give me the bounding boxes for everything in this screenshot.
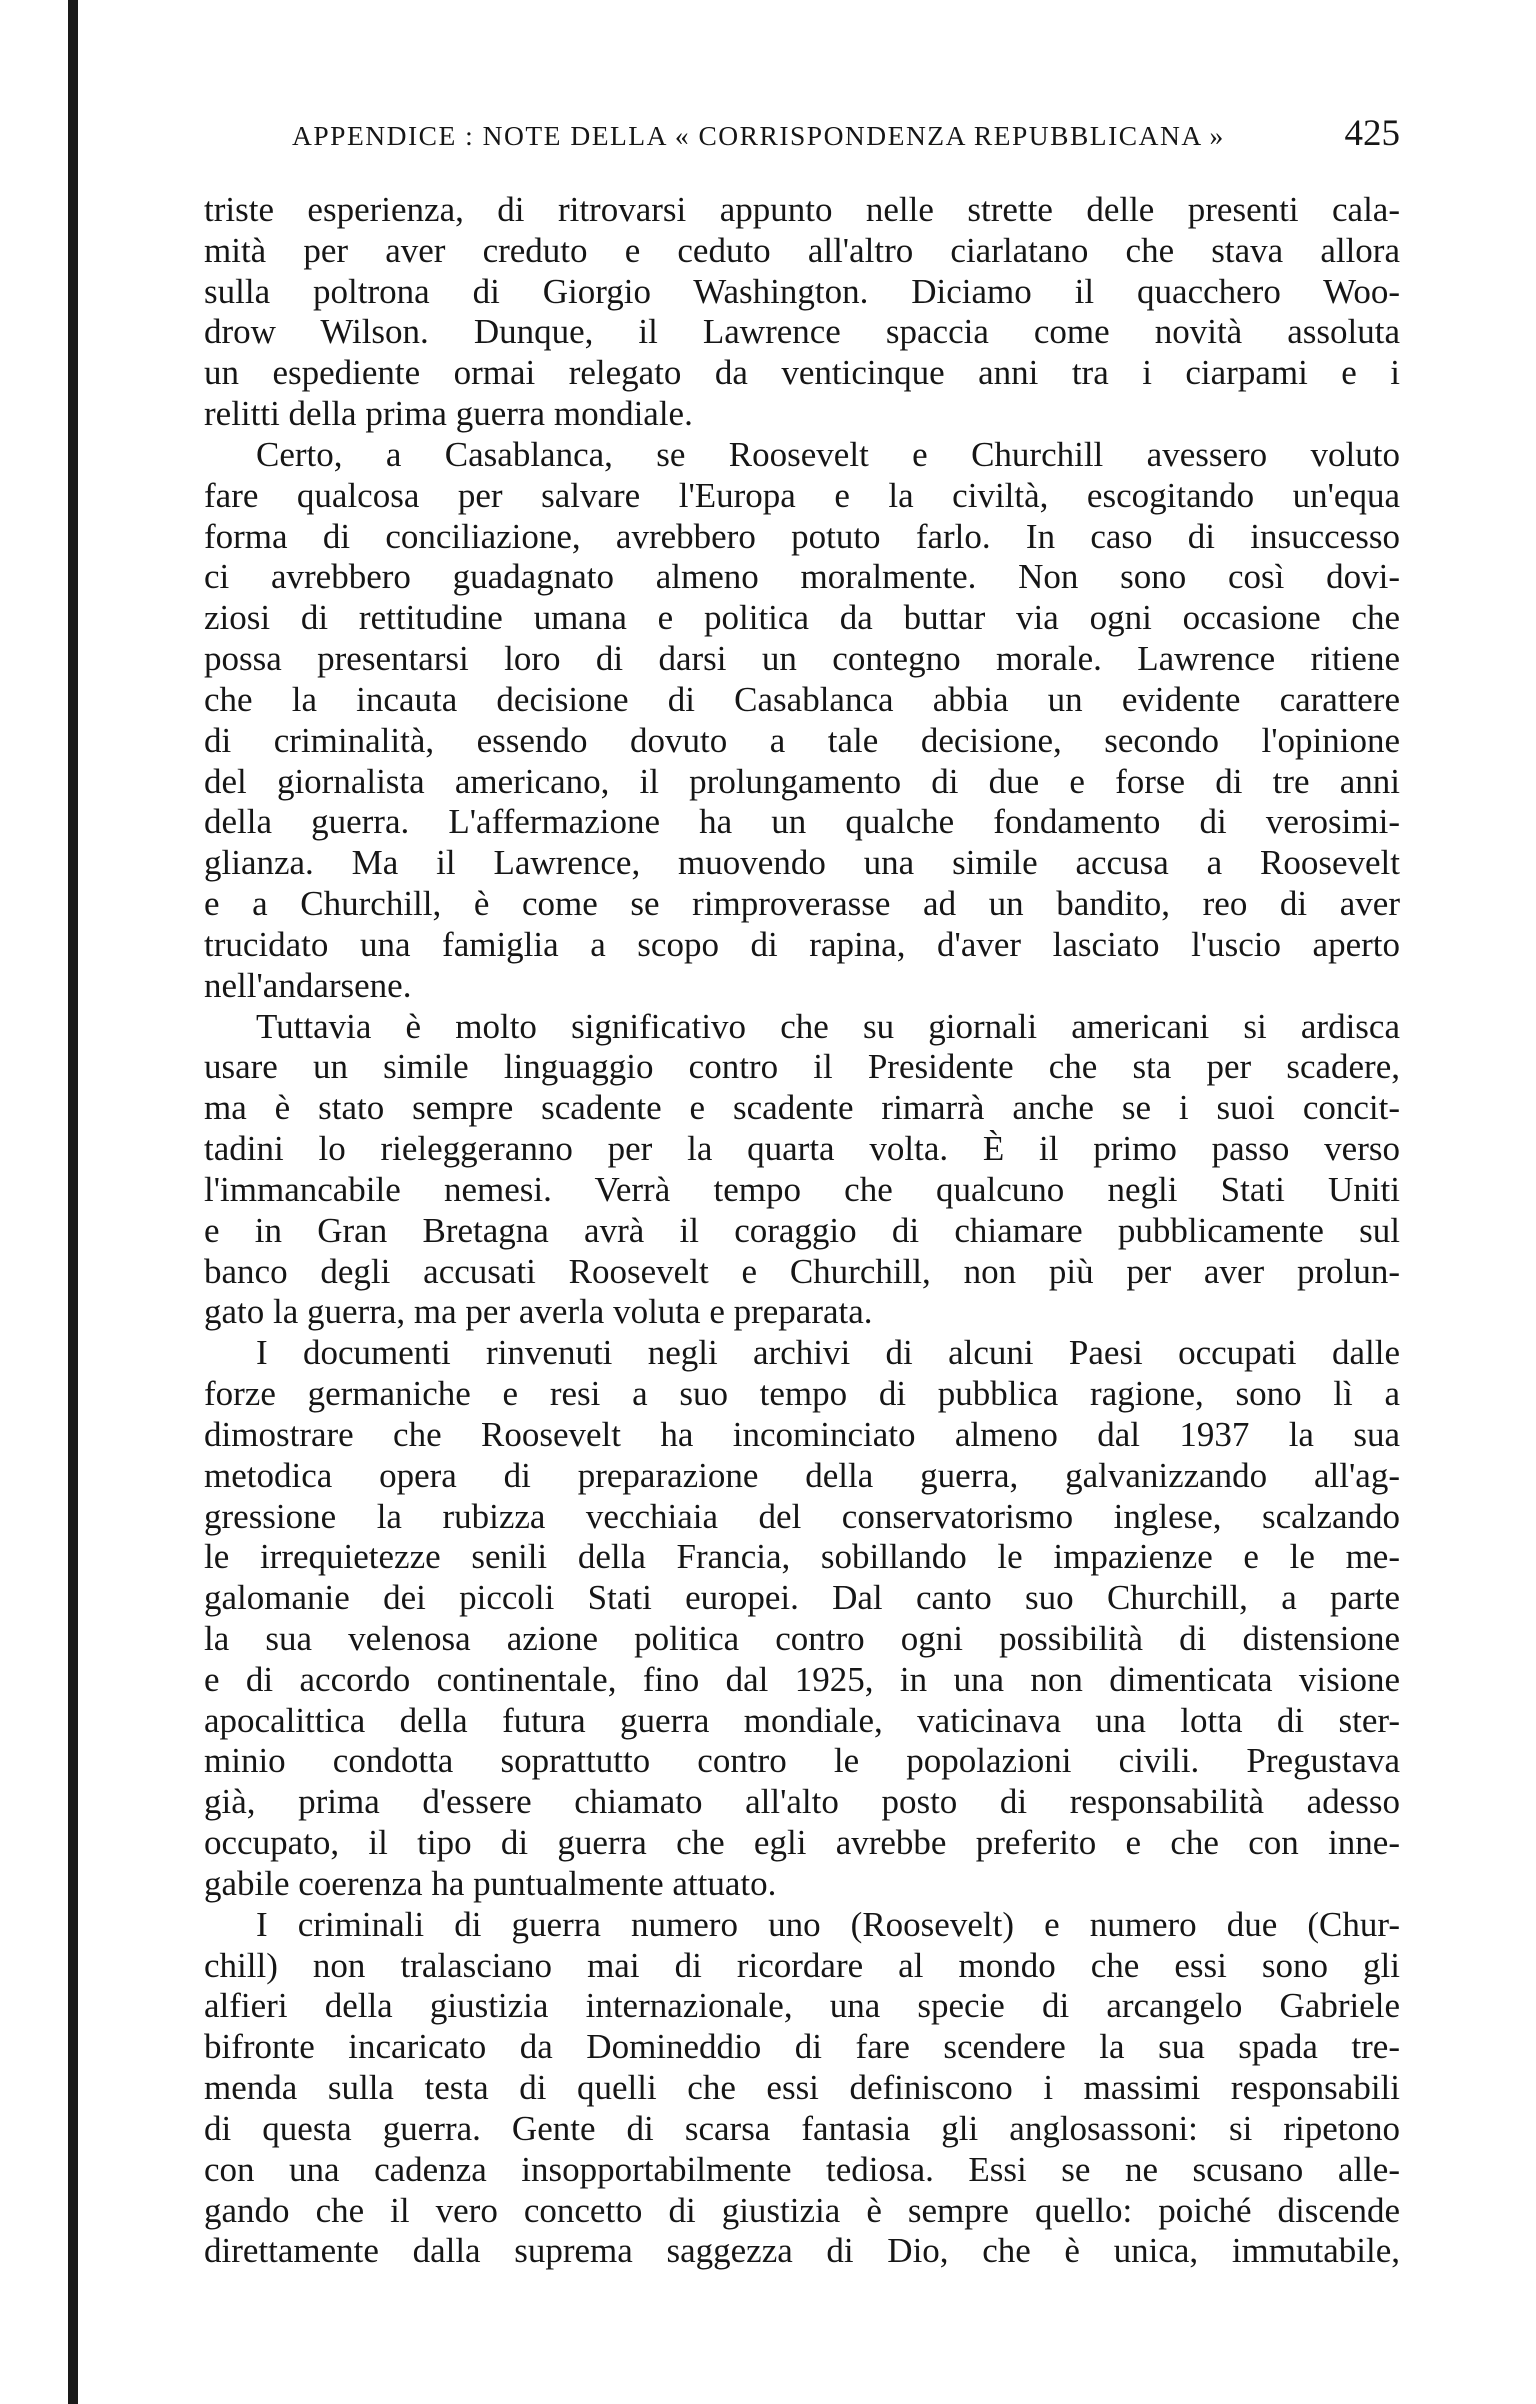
text-line: dimostrare che Roosevelt ha incominciato almeno dal 1937 la sua (204, 1414, 1400, 1454)
text-line: ma è stato sempre scadente e scadente rimarrà anche se i suoi concit- (204, 1088, 1400, 1128)
text-line: un espediente ormai relegato da venticinque anni tra i ciarpami e i (204, 353, 1400, 393)
text-line: trucidato una famiglia a scopo di rapina, d'aver lasciato l'uscio aperto (204, 924, 1400, 964)
text-line: con una cadenza insopportabilmente tediosa. Essi se ne scusano alle- (204, 2149, 1400, 2189)
text-line: direttamente dalla suprema saggezza di Dio, che è unica, immutabile, (204, 2231, 1400, 2271)
text-line: triste esperienza, di ritrovarsi appunto nelle strette delle presenti cala- (204, 190, 1400, 229)
text-line: ziosi di rettitudine umana e politica da buttar via ogni occasione che (204, 598, 1400, 638)
text-line: galomanie dei piccoli Stati europei. Dal canto suo Churchill, a parte (204, 1578, 1400, 1618)
text-line: bifronte incaricato da Domineddio di fare scendere la sua spada tre- (204, 2027, 1400, 2067)
text-line: e a Churchill, è come se rimproverasse ad un bandito, reo di aver (204, 884, 1400, 924)
text-line: Tuttavia è molto significativo che su giornali americani si ardisca (256, 1006, 1400, 1046)
text-line: nell'andarsene. (204, 965, 412, 1005)
text-line: metodica opera di preparazione della guerra, galvanizzando all'ag- (204, 1455, 1400, 1495)
text-line: I documenti rinvenuti negli archivi di alcuni Paesi occupati dalle (256, 1333, 1400, 1373)
text-line: di criminalità, essendo dovuto a tale decisione, secondo l'opinione (204, 720, 1400, 760)
text-line: del giornalista americano, il prolungamento di due e forse di tre anni (204, 761, 1400, 801)
text-line: possa presentarsi loro di darsi un contegno morale. Lawrence ritiene (204, 639, 1400, 679)
text-line: l'immancabile nemesi. Verrà tempo che qualcuno negli Stati Uniti (204, 1169, 1400, 1209)
text-line: relitti della prima guerra mondiale. (204, 394, 693, 434)
page-number: 425 (1344, 113, 1400, 154)
text-line: occupato, il tipo di guerra che egli avrebbe preferito e che con inne- (204, 1823, 1400, 1863)
text-line: sulla poltrona di Giorgio Washington. Diciamo il quacchero Woo- (204, 271, 1400, 311)
text-line: gando che il vero concetto di giustizia è sempre quello: poiché discende (204, 2190, 1400, 2230)
text-line: le irrequietezze senili della Francia, sobillando le impazienze e le me- (204, 1537, 1400, 1577)
page-binding-edge (68, 0, 78, 2404)
text-line: banco degli accusati Roosevelt e Churchill, non più per aver prolun- (204, 1251, 1400, 1291)
text-line: tadini lo rieleggeranno per la quarta volta. È il primo passo verso (204, 1129, 1400, 1169)
text-line: e in Gran Bretagna avrà il coraggio di chiamare pubblicamente sul (204, 1210, 1400, 1250)
text-line: che la incauta decisione di Casablanca abbia un evidente carattere (204, 679, 1400, 719)
running-head: APPENDICE : NOTE DELLA « CORRISPONDENZA REPUBBLICANA » (292, 120, 1225, 151)
text-line: già, prima d'essere chiamato all'alto posto di responsabilità adesso (204, 1782, 1400, 1822)
text-line: gabile coerenza ha puntualmente attuato. (204, 1863, 777, 1903)
text-line: menda sulla testa di quelli che essi definiscono i massimi responsabili (204, 2068, 1400, 2108)
text-line: alfieri della giustizia internazionale, una specie di arcangelo Gabriele (204, 1986, 1400, 2026)
text-line: mità per aver creduto e ceduto all'altro ciarlatano che stava allora (204, 230, 1400, 270)
text-line: glianza. Ma il Lawrence, muovendo una simile accusa a Roosevelt (204, 843, 1400, 883)
text-line: forma di conciliazione, avrebbero potuto farlo. In caso di insuccesso (204, 516, 1400, 556)
text-line: I criminali di guerra numero uno (Roosevelt) e numero due (Chur- (256, 1904, 1400, 1944)
text-line: drow Wilson. Dunque, il Lawrence spaccia come novità assoluta (204, 312, 1400, 352)
page-header (292, 112, 1400, 162)
text-line: minio condotta soprattutto contro le popolazioni civili. Pregustava (204, 1741, 1400, 1781)
text-line: gressione la rubizza vecchiaia del conservatorismo inglese, scalzando (204, 1496, 1400, 1536)
text-line: di questa guerra. Gente di scarsa fantasia gli anglosassoni: si ripetono (204, 2108, 1400, 2148)
body-text (204, 190, 1400, 2272)
text-line: la sua velenosa azione politica contro ogni possibilità di distensione (204, 1618, 1400, 1658)
text-line: ci avrebbero guadagnato almeno moralmente. Non sono così dovi- (204, 557, 1400, 597)
text-line: fare qualcosa per salvare l'Europa e la civiltà, escogitando un'equa (204, 475, 1400, 515)
text-line: della guerra. L'affermazione ha un qualche fondamento di verosimi- (204, 802, 1400, 842)
text-line: forze germaniche e resi a suo tempo di pubblica ragione, sono lì a (204, 1374, 1400, 1414)
text-line: gato la guerra, ma per averla voluta e preparata. (204, 1292, 873, 1332)
text-line: apocalittica della futura guerra mondiale, vaticinava una lotta di ster- (204, 1700, 1400, 1740)
text-line: usare un simile linguaggio contro il Presidente che sta per scadere, (204, 1047, 1400, 1087)
text-line: e di accordo continentale, fino dal 1925, in una non dimenticata visione (204, 1659, 1400, 1699)
text-line: chill) non tralasciano mai di ricordare al mondo che essi sono gli (204, 1945, 1400, 1985)
text-line: Certo, a Casablanca, se Roosevelt e Churchill avessero voluto (256, 434, 1400, 474)
